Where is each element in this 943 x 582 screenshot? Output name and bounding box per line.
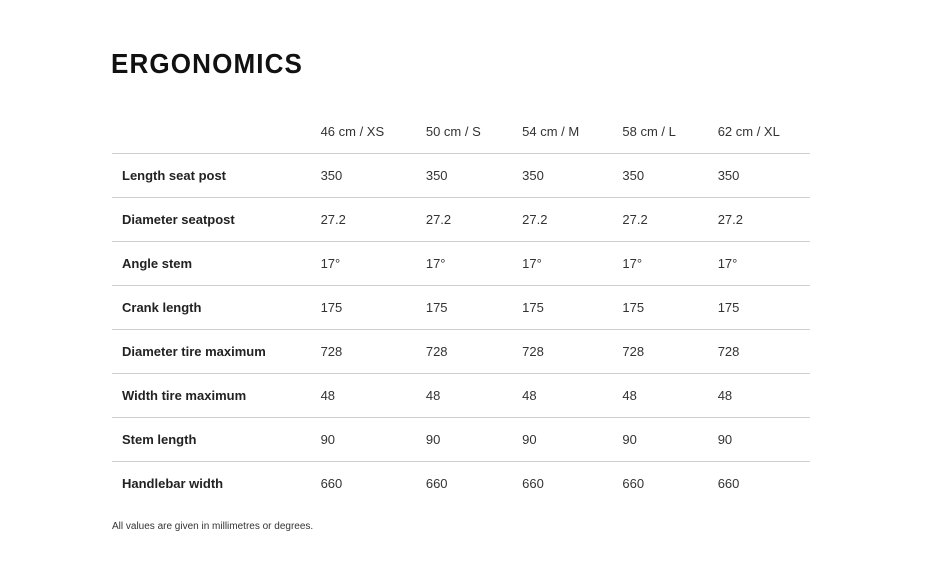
row-label: Diameter seatpost	[112, 198, 309, 242]
row-label: Angle stem	[112, 242, 309, 286]
value-cell: 48	[710, 374, 810, 418]
value-cell: 175	[309, 286, 409, 330]
value-cell: 728	[509, 330, 609, 374]
footnote: All values are given in millimetres or degrees.	[112, 521, 314, 532]
size-header-s: 50 cm / S	[409, 109, 509, 154]
value-cell: 17°	[609, 242, 709, 286]
size-header-m: 54 cm / M	[509, 109, 609, 154]
row-label: Diameter tire maximum	[112, 330, 309, 374]
value-cell: 90	[710, 418, 810, 462]
value-cell: 17°	[409, 242, 509, 286]
value-cell: 27.2	[409, 198, 509, 242]
table-header-row	[112, 109, 810, 154]
value-cell: 48	[609, 374, 709, 418]
value-cell: 27.2	[309, 198, 409, 242]
row-label: Handlebar width	[122, 476, 224, 491]
value-cell: 728	[309, 330, 409, 374]
value-cell: 728	[609, 330, 709, 374]
header-empty-cell	[112, 109, 309, 154]
value-cell: 48	[309, 374, 409, 418]
value-cell: 660	[425, 476, 448, 491]
value-cell: 660	[717, 476, 740, 491]
size-header-xl: 62 cm / XL	[710, 109, 810, 154]
value-cell: 175	[509, 286, 609, 330]
value-cell: 17°	[710, 242, 810, 286]
table-row	[112, 198, 810, 242]
value-cell: 175	[710, 286, 810, 330]
value-cell: 350	[309, 154, 409, 198]
table-row	[112, 286, 810, 330]
value-cell: 660	[320, 476, 343, 491]
value-cell: 350	[509, 154, 609, 198]
value-cell: 175	[409, 286, 509, 330]
value-cell: 660	[522, 476, 544, 491]
table-body	[112, 154, 810, 506]
table-row	[112, 242, 810, 286]
value-cell: 90	[309, 418, 409, 462]
value-cell: 350	[609, 154, 709, 198]
table-row	[112, 154, 810, 198]
value-cell: 17°	[509, 242, 609, 286]
value-cell: 90	[509, 418, 609, 462]
value-cell: 27.2	[609, 198, 709, 242]
row-label: Stem length	[112, 418, 309, 462]
value-cell: 728	[409, 330, 509, 374]
value-cell: 728	[710, 330, 810, 374]
table-row	[112, 462, 810, 506]
value-cell: 17°	[309, 242, 409, 286]
table-row	[112, 418, 810, 462]
size-header-l: 58 cm / L	[609, 109, 709, 154]
value-cell: 660	[622, 476, 645, 491]
value-cell: 350	[710, 154, 810, 198]
size-header-xs: 46 cm / XS	[309, 109, 409, 154]
value-cell: 27.2	[509, 198, 609, 242]
value-cell: 90	[409, 418, 509, 462]
value-cell: 48	[509, 374, 609, 418]
row-label: Crank length	[112, 286, 309, 330]
value-cell: 175	[609, 286, 709, 330]
table-row	[112, 330, 810, 374]
ergonomics-table	[112, 109, 810, 505]
value-cell: 27.2	[710, 198, 810, 242]
row-label: Width tire maximum	[112, 374, 309, 418]
table-row	[112, 374, 810, 418]
value-cell: 48	[409, 374, 509, 418]
page-title: ERGONOMICS	[111, 48, 304, 79]
value-cell: 350	[409, 154, 509, 198]
value-cell: 90	[609, 418, 709, 462]
row-label: Length seat post	[112, 154, 309, 198]
